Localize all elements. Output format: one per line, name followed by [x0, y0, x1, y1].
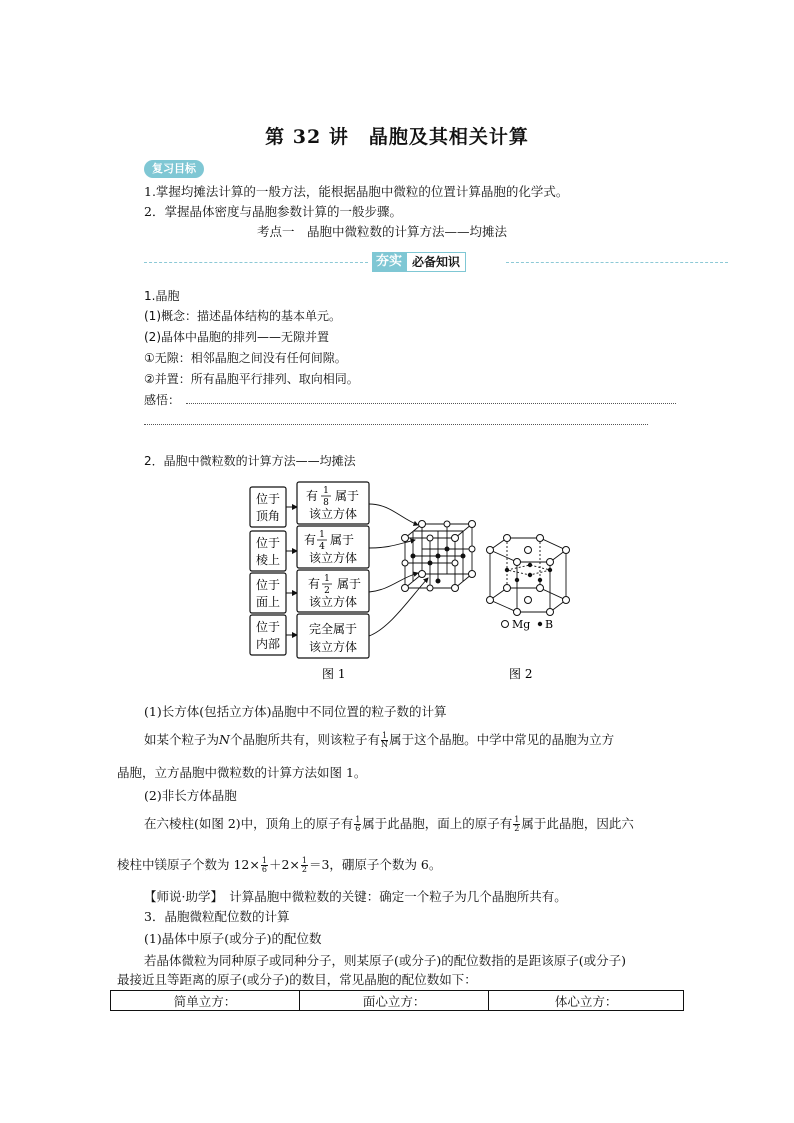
share-box-whole [297, 614, 369, 658]
share-prefix: 有 [304, 533, 317, 547]
share-prefix: 有 [306, 489, 319, 503]
share-prefix: 有 [308, 577, 321, 591]
page-title: 第 32 讲 晶胞及其相关计算 [265, 126, 529, 148]
position-box-interior [250, 615, 286, 655]
reflection-label: 感悟： [144, 393, 181, 407]
knowledge-1: 1.晶胞 [144, 289, 180, 303]
para1-frac-num: 1 [381, 731, 388, 740]
table-row [111, 991, 684, 1011]
share-line-2: 该立方体 [308, 640, 358, 654]
position-line-2: 顶角 [255, 509, 281, 523]
share-numerator: 1 [324, 574, 330, 584]
position-line-1: 位于 [255, 578, 281, 592]
para2-b: 属于此晶胞，面上的原子有 [362, 816, 513, 831]
para2-frac-1 [354, 816, 361, 833]
figure-1-caption: 图 1 [322, 667, 346, 681]
para2-d: 棱柱中镁原子个数为 12× [117, 857, 260, 872]
para2-frac-4 [301, 857, 308, 874]
figure-2-hexagonal-prism [480, 530, 580, 684]
share-suffix: 属于 [330, 533, 355, 547]
share-box-one-half [297, 570, 369, 612]
share-denominator: 2 [324, 586, 330, 596]
coord-sub: (1)晶体中原子(或分子)的配位数 [144, 931, 322, 946]
para2-e: ＋2× [268, 857, 300, 872]
para1-frac-den: N [381, 740, 389, 749]
reflection-line-2 [144, 424, 648, 425]
para2-f4-den: 2 [301, 865, 307, 874]
legend-mg: Mg [512, 618, 531, 631]
position-box-face [250, 573, 286, 613]
table-header-fcc: 面心立方： [300, 991, 489, 1011]
share-line-2: 该立方体 [308, 507, 358, 521]
tip-line [144, 887, 567, 905]
knowledge-2: (1)概念：描述晶体结构的基本单元。 [144, 309, 341, 323]
coord-heading: 3．晶胞微粒配位数的计算 [144, 909, 290, 924]
share-line-2: 该立方体 [308, 551, 358, 565]
share-denominator: 8 [323, 498, 329, 508]
para1-var: N [219, 732, 230, 747]
share-numerator: 1 [319, 530, 325, 540]
para2-frac-3 [261, 857, 268, 874]
banner-left: 夯实 [372, 252, 406, 272]
para2-line1 [144, 814, 634, 833]
share-box-one-quarter [297, 526, 369, 568]
coord-text-2: 最接近且等距离的原子(或分子)的数目，常见晶胞的配位数如下： [117, 972, 477, 987]
position-line-1: 位于 [255, 620, 281, 634]
para2-f2-den: 2 [514, 824, 520, 833]
method-heading: 2．晶胞中微粒数的计算方法——均摊法 [144, 454, 356, 468]
para2-f1-den: 6 [355, 824, 361, 833]
share-suffix: 属于 [335, 489, 360, 503]
para1-line2: 晶胞，立方晶胞中微粒数的计算方法如图 1。 [117, 765, 367, 780]
position-line-2: 内部 [255, 637, 281, 651]
review-goals-badge: 复习目标 [144, 160, 204, 178]
para2-f3-num: 1 [261, 856, 267, 865]
figure-1-average-method [240, 478, 490, 684]
position-line-2: 棱上 [255, 553, 281, 567]
para1-fraction [381, 732, 388, 749]
para1-heading: (1)长方体(包括立方体)晶胞中不同位置的粒子数的计算 [144, 704, 447, 719]
para1-line1 [144, 730, 614, 749]
coordination-table [110, 990, 684, 1011]
para2-frac-2 [513, 816, 520, 833]
para2-f4-num: 1 [301, 856, 307, 865]
tip-label: 【师说·助学】 [144, 889, 217, 904]
banner-right: 必备知识 [406, 252, 466, 272]
para2-f2-num: 1 [514, 815, 520, 824]
reflection-line-1 [186, 403, 676, 404]
share-prefix: 完全属于 [308, 622, 358, 636]
para1-c: 属于这个晶胞。中学中常见的晶胞为立方 [389, 732, 615, 747]
para2-a: 在六棱柱(如图 2)中，顶角上的原子有 [144, 816, 354, 831]
para1-a: 如某个粒子为 [144, 732, 220, 747]
share-suffix: 属于 [337, 577, 362, 591]
share-box-one-eighth [297, 482, 369, 524]
share-numerator: 1 [323, 486, 329, 496]
legend-b: B [545, 618, 554, 631]
para2-f1-num: 1 [355, 815, 361, 824]
para2-f: ＝3，硼原子个数为 6。 [308, 857, 442, 872]
position-line-2: 面上 [255, 595, 281, 609]
position-line-1: 位于 [255, 492, 281, 506]
para2-heading: (2)非长方体晶胞 [144, 788, 237, 803]
para2-line2 [117, 855, 441, 874]
table-header-simple-cubic: 简单立方： [111, 991, 300, 1011]
figure-2-caption: 图 2 [509, 667, 533, 681]
para2-f3-den: 6 [261, 865, 267, 874]
essential-knowledge-banner [144, 252, 728, 274]
share-line-2: 该立方体 [308, 595, 358, 609]
table-header-bcc: 体心立方： [489, 991, 684, 1011]
share-denominator: 4 [319, 542, 325, 552]
para2-c: 属于此晶胞，因此六 [521, 816, 634, 831]
knowledge-4: ①无隙：相邻晶胞之间没有任何间隙。 [144, 351, 347, 365]
goal-1: 1.掌握均摊法计算的一般方法，能根据晶胞中微粒的位置计算晶胞的化学式。 [144, 184, 569, 199]
tip-text: 计算晶胞中微粒数的关键：确定一个粒子为几个晶胞所共有。 [229, 889, 567, 904]
position-box-vertex [250, 487, 286, 527]
position-line-1: 位于 [255, 536, 281, 550]
para1-b: 个晶胞所共有，则该粒子有 [229, 732, 380, 747]
coord-text-1: 若晶体微粒为同种原子或同种分子，则某原子(或分子)的配位数指的是距该原子(或分子) [144, 953, 627, 968]
knowledge-3: (2)晶体中晶胞的排列——无隙并置 [144, 330, 329, 344]
figure-2-legend [502, 618, 554, 631]
knowledge-5: ②并置：所有晶胞平行排列、取向相同。 [144, 372, 359, 386]
section-heading: 考点一 晶胞中微粒数的计算方法——均摊法 [257, 224, 508, 239]
goal-2: 2．掌握晶体密度与晶胞参数计算的一般步骤。 [144, 204, 402, 219]
position-box-edge [250, 531, 286, 571]
